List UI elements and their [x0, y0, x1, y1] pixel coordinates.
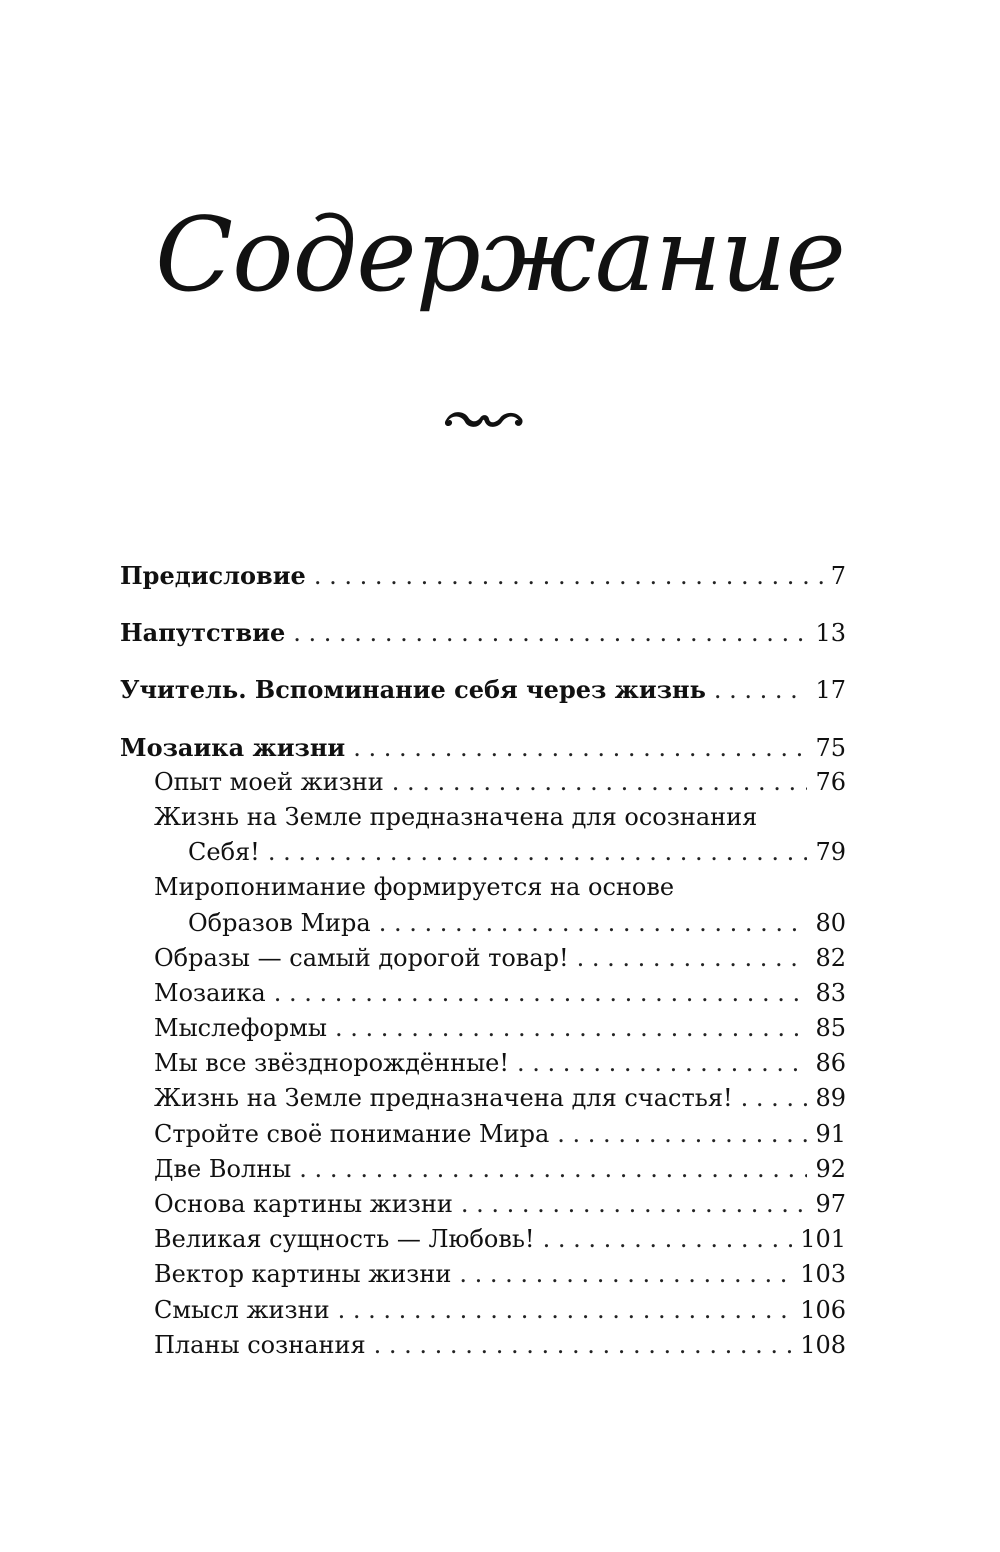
toc-leader-dots: [293, 616, 807, 651]
toc-page-number: 91: [815, 1119, 846, 1148]
toc-page-number: 75: [815, 733, 846, 762]
toc-leader-dots: [517, 1046, 807, 1081]
toc-entry[interactable]: [120, 1081, 846, 1116]
toc-entry-label: Жизнь на Земле предназначена для осознания: [154, 802, 758, 831]
toc-leader-dots: [392, 765, 808, 800]
toc-entry[interactable]: [120, 1187, 846, 1222]
toc-leader-dots: [543, 1222, 793, 1257]
toc-leader-dots: [299, 1152, 807, 1187]
toc-leader-dots: [268, 835, 808, 870]
toc-page-number: 108: [800, 1330, 846, 1359]
toc-page-number: 79: [815, 838, 846, 867]
page-title: Содержание: [155, 196, 845, 315]
toc-entry[interactable]: [120, 765, 846, 800]
toc-entry-mosaic-of-life[interactable]: [120, 730, 846, 765]
toc-entry-label: Мозаика: [154, 978, 266, 1007]
toc-entry[interactable]: [120, 941, 846, 976]
toc-entry-label: Планы сознания: [154, 1330, 366, 1359]
toc-entry-label: Миропонимание формируется на основе: [154, 873, 675, 902]
toc-leader-dots: [741, 1081, 808, 1116]
toc-entry[interactable]: [120, 1117, 846, 1152]
ornament-divider-icon: [438, 405, 528, 435]
toc-entry-label: Мозаика жизни: [120, 732, 346, 762]
toc-entry-label: Образов Мира: [188, 908, 371, 937]
toc-entry[interactable]: [120, 1222, 846, 1257]
toc-entry-farewell[interactable]: [120, 615, 846, 650]
toc-leader-dots: [379, 906, 808, 941]
toc-page-number: 103: [800, 1260, 846, 1289]
toc-entry[interactable]: [120, 1152, 846, 1187]
toc-entry-label: Мы все звёзднорождённые!: [154, 1049, 510, 1078]
toc-leader-dots: [577, 941, 808, 976]
toc-entry-label: Опыт моей жизни: [154, 767, 384, 796]
toc-entry-label: Великая сущность — Любовь!: [154, 1225, 535, 1254]
toc-entry[interactable]: [120, 800, 846, 835]
toc-entry-continuation[interactable]: [120, 835, 846, 870]
toc-page-number: 80: [815, 908, 846, 937]
toc-leader-dots: [374, 1328, 793, 1363]
toc-entry-label: Образы — самый дорогой товар!: [154, 943, 569, 972]
toc-page-number: 92: [815, 1154, 846, 1183]
toc-entry-continuation[interactable]: [120, 906, 846, 941]
toc-entry-label: Мыслеформы: [154, 1014, 327, 1043]
toc-entry[interactable]: [120, 1293, 846, 1328]
toc-leader-dots: [274, 976, 808, 1011]
toc-entry[interactable]: [120, 870, 846, 905]
toc-page-number: 7: [830, 562, 846, 590]
table-of-contents: [120, 558, 846, 1363]
toc-page-number: 13: [815, 619, 846, 648]
toc-page-number: 106: [800, 1295, 846, 1324]
toc-page-number: 83: [815, 978, 846, 1007]
toc-leader-dots: [461, 1187, 808, 1222]
toc-leader-dots: [459, 1257, 792, 1292]
toc-entry[interactable]: [120, 1257, 846, 1292]
toc-entry[interactable]: [120, 1011, 846, 1046]
toc-entry-label: Жизнь на Земле предназначена для счастья!: [154, 1084, 733, 1113]
toc-entry-label: Себя!: [188, 838, 260, 867]
toc-page-number: 76: [815, 767, 846, 796]
toc-entry-preface[interactable]: [120, 558, 846, 593]
toc-entry[interactable]: [120, 1328, 846, 1363]
toc-entry-label: Учитель. Вспоминание себя через жизнь: [120, 675, 706, 705]
toc-entry-label: Стройте своё понимание Мира: [154, 1119, 550, 1148]
toc-entry[interactable]: [120, 1046, 846, 1081]
toc-leader-dots: [714, 673, 808, 708]
toc-entry-label: Основа картины жизни: [154, 1190, 453, 1218]
toc-page-number: 101: [800, 1225, 846, 1254]
toc-entry-label: Вектор картины жизни: [154, 1260, 452, 1289]
toc-entry-label: Предисловие: [120, 561, 306, 590]
toc-leader-dots: [314, 559, 823, 594]
toc-page-number: 17: [815, 676, 846, 705]
toc-entry-label: Напутствие: [120, 618, 286, 648]
toc-leader-dots: [335, 1011, 808, 1046]
toc-entry-label: Смысл жизни: [154, 1295, 330, 1324]
toc-entry[interactable]: [120, 976, 846, 1011]
toc-entry-teacher[interactable]: [120, 672, 846, 707]
toc-entry-label: Две Волны: [154, 1154, 292, 1183]
toc-page-number: 89: [815, 1084, 846, 1113]
toc-page-number: 85: [815, 1014, 846, 1043]
toc-leader-dots: [557, 1117, 807, 1152]
toc-leader-dots: [338, 1293, 793, 1328]
toc-page-number: 82: [815, 943, 846, 972]
toc-page-number: 97: [815, 1190, 846, 1218]
toc-leader-dots: [353, 731, 807, 766]
toc-page-number: 86: [815, 1049, 846, 1078]
